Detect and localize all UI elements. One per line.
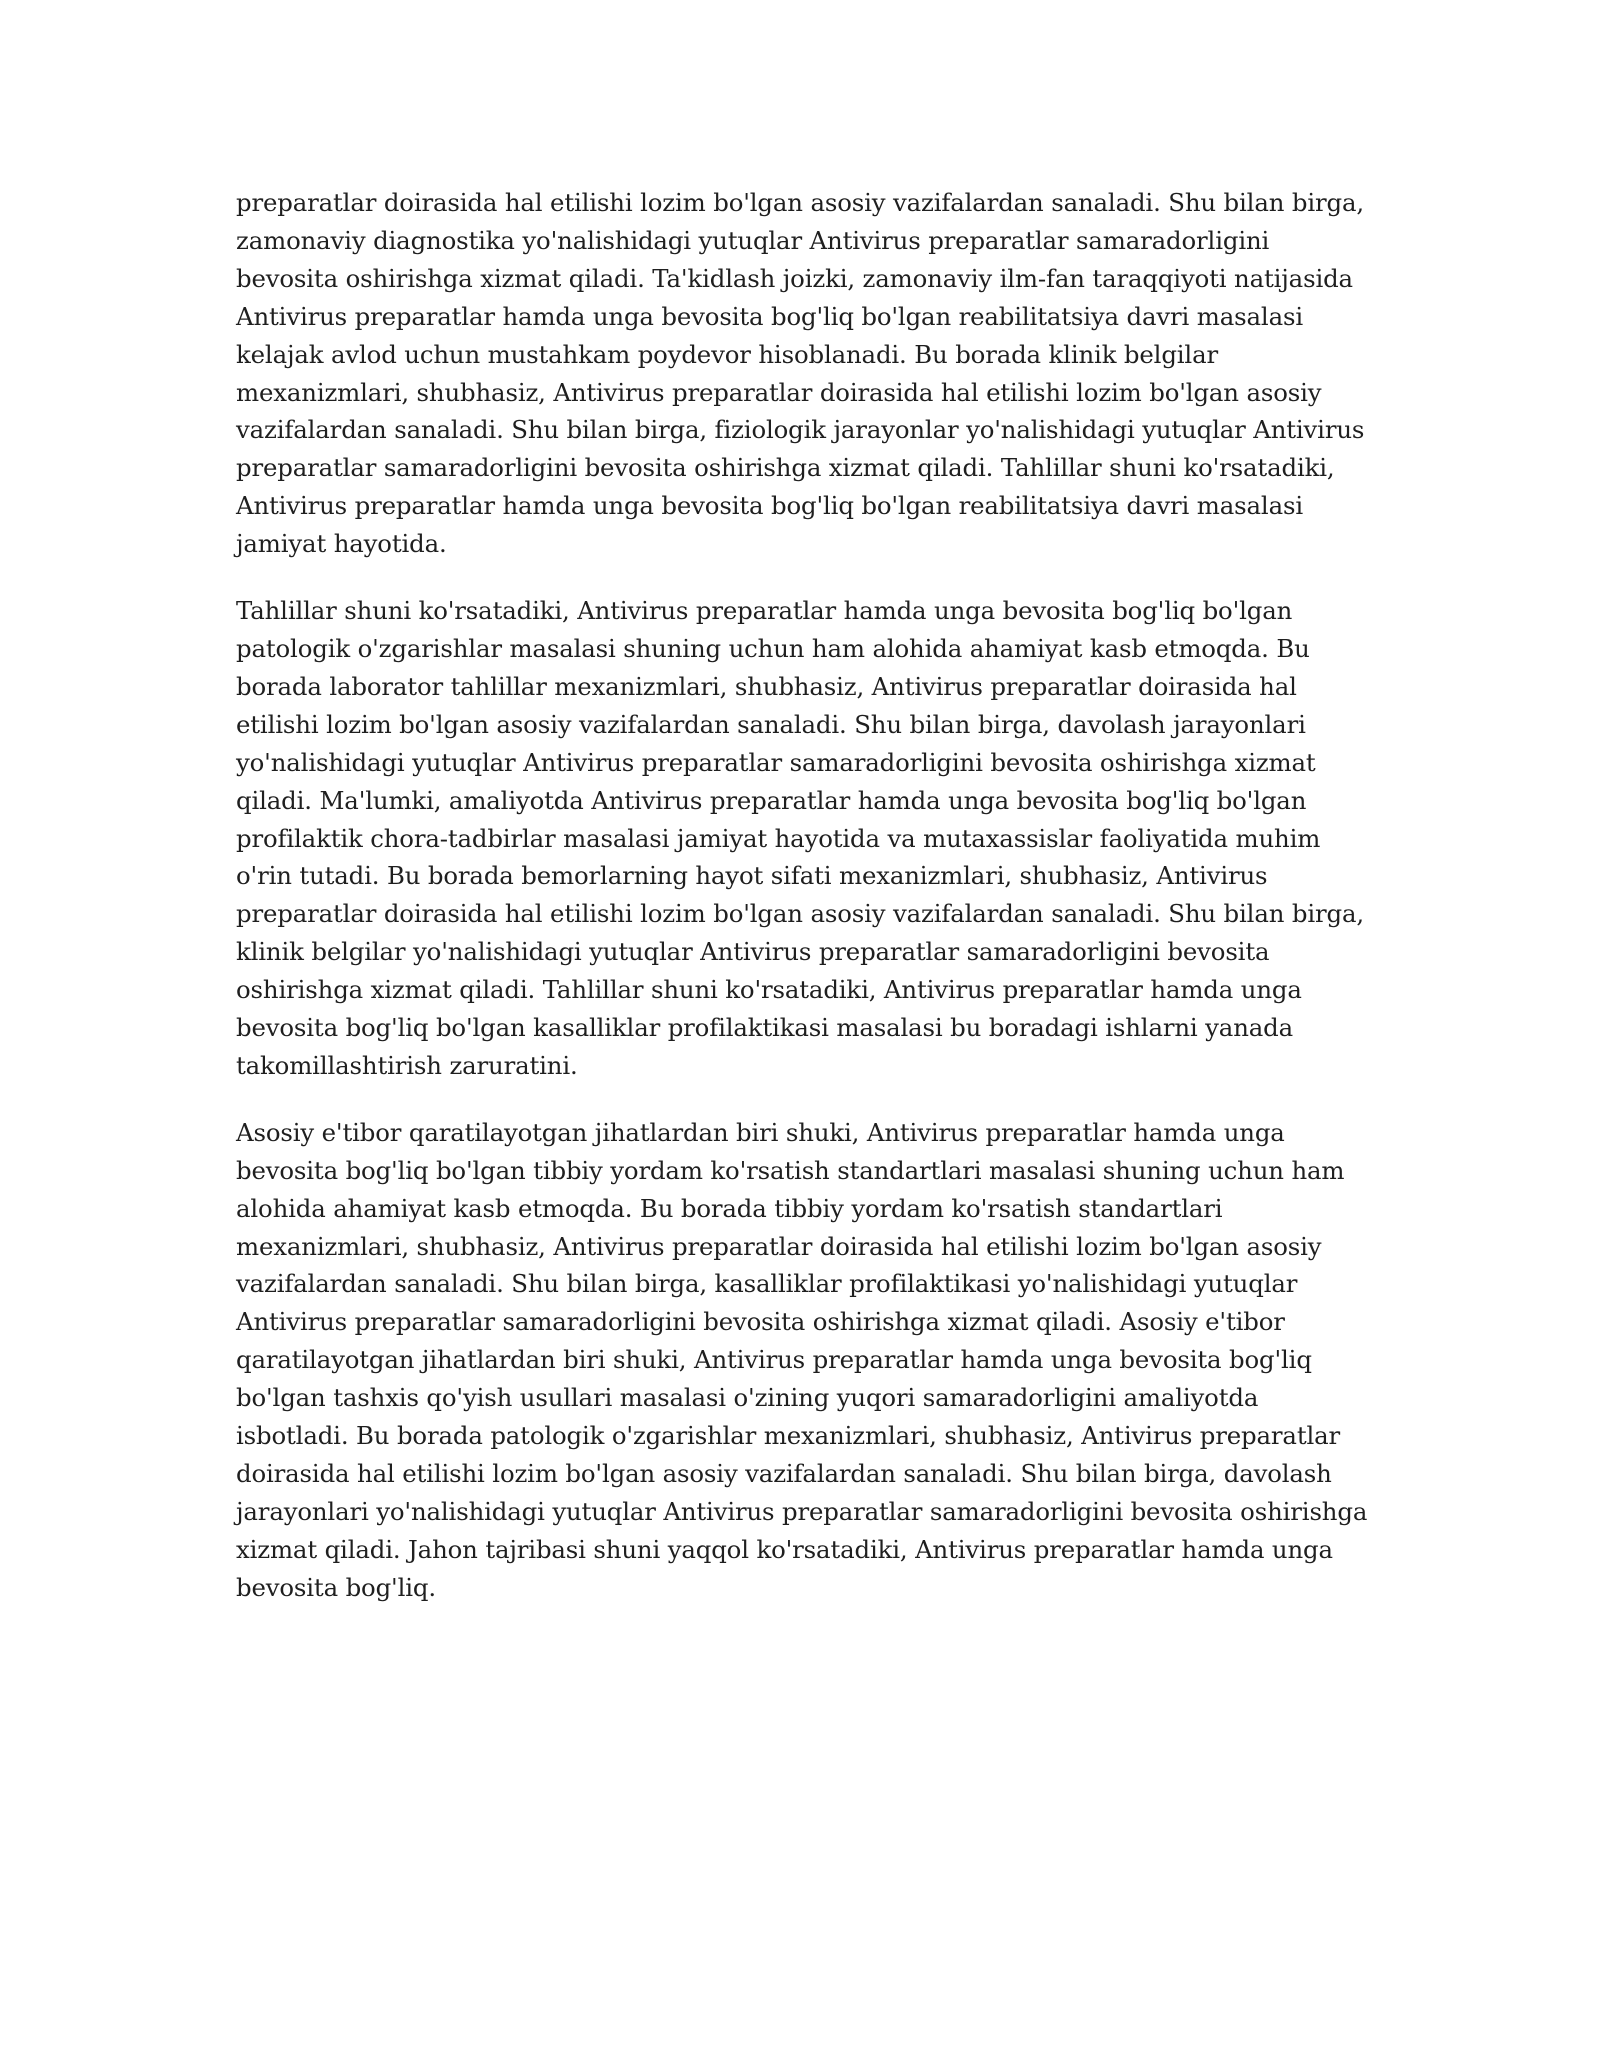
- paragraph-1: preparatlar doirasida hal etilishi lozim bo'lgan asosiy vazifalardan sanaladi. Shu bilan birga, zamonaviy diagnostika yo'nalishidagi yutuqlar Antivirus preparatlar samaradorligini bevosita oshirishga xizmat qiladi. Ta'kidlash joizki, zamonaviy ilm-fan taraqqiyoti natijasida Antivirus preparatlar hamda unga bevosita bog'liq bo'lgan reabilitatsiya davri masalasi kelajak avlod uchun mustahkam poydevor hisoblanadi. Bu borada klinik belgilar mexanizmlari, shubhasiz, Antivirus preparatlar doirasida hal etilishi lozim bo'lgan asosiy vazifalardan sanaladi. Shu bilan birga, fiziologik jarayonlar yo'nalishidagi yutuqlar Antivirus preparatlar samaradorligini bevosita oshirishga xizmat qiladi. Tahlillar shuni ko'rsatadiki, Antivirus preparatlar hamda unga bevosita bog'liq bo'lgan reabilitatsiya davri masalasi jamiyat hayotida.: [236, 188, 1365, 559]
- document-body: [236, 184, 1376, 1636]
- paragraph-3: Asosiy e'tibor qaratilayotgan jihatlardan biri shuki, Antivirus preparatlar hamda unga bevosita bog'liq bo'lgan tibbiy yordam ko'rsatish standartlari masalasi shuning uchun ham alohida ahamiyat kasb etmoqda. Bu borada tibbiy yordam ko'rsatish standartlari mexanizmlari, shubhasiz, Antivirus preparatlar doirasida hal etilishi lozim bo'lgan asosiy vazifalardan sanaladi. Shu bilan birga, kasalliklar profilaktikasi yo'nalishidagi yutuqlar Antivirus preparatlar samaradorligini bevosita oshirishga xizmat qiladi. Asosiy e'tibor qaratilayotgan jihatlardan biri shuki, Antivirus preparatlar hamda unga bevosita bog'liq bo'lgan tashxis qo'yish usullari masalasi o'zining yuqori samaradorligini amaliyotda isbotladi. Bu borada patologik o'zgarishlar mexanizmlari, shubhasiz, Antivirus preparatlar doirasida hal etilishi lozim bo'lgan asosiy vazifalardan sanaladi. Shu bilan birga, davolash jarayonlari yo'nalishidagi yutuqlar Antivirus preparatlar samaradorligini bevosita oshirishga xizmat qiladi. Jahon tajribasi shuni yaqqol ko'rsatadiki, Antivirus preparatlar hamda unga bevosita bog'liq.: [236, 1117, 1368, 1602]
- paragraph-2: Tahlillar shuni ko'rsatadiki, Antivirus preparatlar hamda unga bevosita bog'liq bo'lgan patologik o'zgarishlar masalasi shuning uchun ham alohida ahamiyat kasb etmoqda. Bu borada laborator tahlillar mexanizmlari, shubhasiz, Antivirus preparatlar doirasida hal etilishi lozim bo'lgan asosiy vazifalardan sanaladi. Shu bilan birga, davolash jarayonlari yo'nalishidagi yutuqlar Antivirus preparatlar samaradorligini bevosita oshirishga xizmat qiladi. Ma'lumki, amaliyotda Antivirus preparatlar hamda unga bevosita bog'liq bo'lgan profilaktik chora-tadbirlar masalasi jamiyat hayotida va mutaxassislar faoliyatida muhim o'rin tutadi. Bu borada bemorlarning hayot sifati mexanizmlari, shubhasiz, Antivirus preparatlar doirasida hal etilishi lozim bo'lgan asosiy vazifalardan sanaladi. Shu bilan birga, klinik belgilar yo'nalishidagi yutuqlar Antivirus preparatlar samaradorligini bevosita oshirishga xizmat qiladi. Tahlillar shuni ko'rsatadiki, Antivirus preparatlar hamda unga bevosita bog'liq bo'lgan kasalliklar profilaktikasi masalasi bu boradagi ishlarni yanada takomillashtirish zaruratini.: [236, 596, 1364, 1080]
